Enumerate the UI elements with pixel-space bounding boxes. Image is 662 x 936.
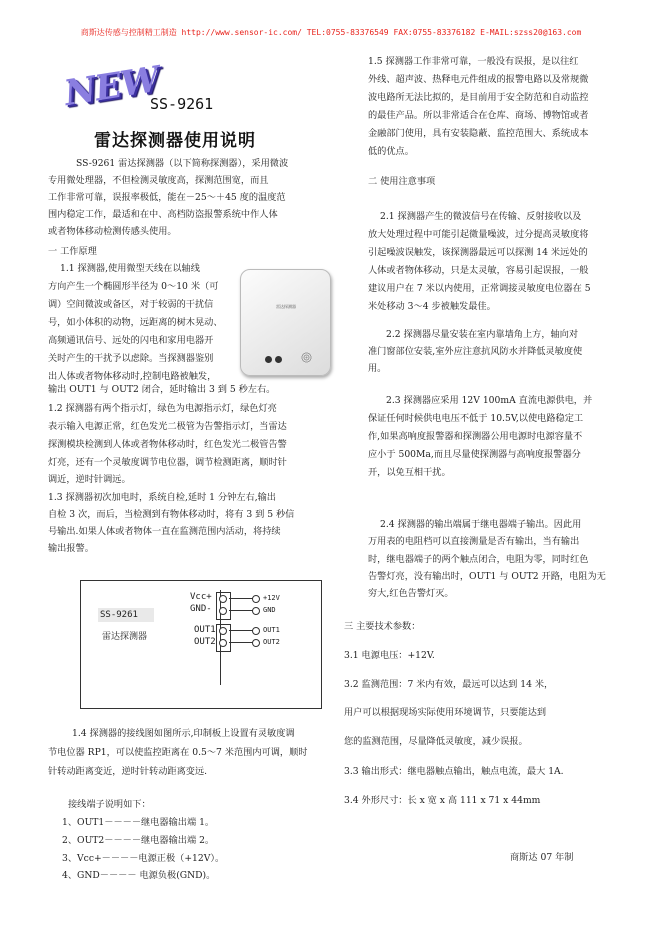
spec-output: 3.3 输出形式：继电器触点输出，触点电流，最大 1A. [344, 766, 564, 777]
p23-line: 应小于 500Ma,而且尽量使探测器与高响度报警器分 [368, 449, 581, 460]
spec-power: 3.1 电源电压：+12V. [344, 650, 435, 661]
p14-line: 针转动距离变近，逆时针转动距离变远. [48, 766, 208, 777]
device-label: 雷达探测器 [276, 304, 296, 309]
header-contact-line: 商斯达传感与控制精工制造 http://www.sensor-ic.com/ TEL:0755-83376549 FAX:0755-83376182 E-MAIL:szss20@163.com [80, 28, 582, 37]
ext-out2-label: OUT2 [263, 638, 280, 646]
terminal-item: 1、OUT1－－－－继电器输出端 1。 [62, 817, 215, 828]
p24-line: 穷大,红色告警灯灭。 [368, 588, 454, 599]
pin-out1-label: OUT1 [194, 625, 216, 635]
p15-line: 的最佳产品。所以非常适合在仓库、商场、博物馆或者 [368, 110, 589, 121]
p21-line: 人体或者物体移动，只是太灵敏，容易引起误报，一般 [368, 265, 589, 276]
external-terminal-icon [252, 595, 260, 603]
p22-line: 准门窗部位安装,室外应注意抗风防水并降低灵敏度使 [368, 346, 583, 357]
page-title: 雷达探测器使用说明 [94, 131, 256, 151]
section-3-heading: 三 主要技术参数： [344, 621, 421, 632]
p15-line: 波电路所无法比拟的，是目前用于安全防范和自动监控 [368, 92, 589, 103]
p11-line: 调）空间微波或备区，对于较弱的干扰信 [48, 299, 214, 310]
p11-line: 输出 OUT1 与 OUT2 闭合，延时输出 3 到 5 秒左右。 [48, 384, 276, 395]
spec-range-cont: 用户可以根据现场实际使用环境调节，只要能达到 [344, 707, 547, 718]
p14-line: 1.4 探测器的接线图如图所示,印制板上设置有灵敏度调 [72, 728, 295, 739]
p15-line: 金融部门使用，具有安装隐蔽、监控范围大、系统成本 [368, 128, 589, 139]
p23-line: 2.3 探测器应采用 12V 100mA 直流电源供电，并 [386, 395, 593, 406]
p24-line: 万用表的电阻档可以直接测量是否有输出，当有输出 [368, 536, 580, 547]
terminal-item: 4、GND－－－－ 电源负极(GND)。 [62, 870, 216, 881]
p22-line: 2.2 探测器尽量安装在室内靠墙角上方，轴向对 [386, 329, 579, 340]
diagram-model: SS-9261 [100, 610, 138, 620]
p15-line: 低的优点。 [368, 146, 414, 157]
p24-line: 时，继电器端子的两个触点闭合，电阻为零，同时红色 [368, 554, 589, 565]
intro-line: 或者物体移动检测传感头使用。 [48, 226, 177, 237]
power-led-icon [265, 356, 272, 363]
p13-line: 号输出.如果人体或者物体一直在监测范围内活动，将持续 [48, 526, 281, 537]
p11-line: 方向产生一个椭圆形半径为 0～10 米（可 [48, 281, 219, 292]
spec-range-cont: 您的监测范围，尽量降低灵敏度，减少误报。 [344, 736, 528, 747]
p13-line: 输出报警。 [48, 543, 94, 554]
external-terminal-icon [252, 607, 260, 615]
ext-vcc-label: +12V [263, 594, 280, 602]
p14-line: 节电位器 RP1，可以使监控距离在 0.5～7 米范围内可调，顺时 [48, 747, 308, 758]
p12-line: 灯亮，还有一个灵敏度调节电位器，调节检测距离，顺时针 [48, 457, 287, 468]
p11-line: 高频通讯信号、远处的闪电和家用电器开 [48, 335, 214, 346]
p21-line: 放大处理过程中可能引起微量噪波，过分提高灵敏度将 [368, 229, 589, 240]
terminal-screw-icon [219, 607, 227, 615]
intro-line: 围内稳定工作，最适和在中、高档防盗报警系统中作人体 [48, 209, 278, 220]
ext-out1-label: OUT1 [263, 626, 280, 634]
external-terminal-icon [252, 627, 260, 635]
intro-line: 专用微处理器，不但检测灵敏度高，探测范围宽，而且 [48, 175, 269, 186]
section-1-heading: 一 工作原理 [48, 246, 97, 257]
spec-range: 3.2 监测范围：7 米内有效，最远可以达到 14 米， [344, 679, 554, 690]
spec-size: 3.4 外形尺寸：长 x 宽 x 高 111 x 71 x 44mm [344, 795, 541, 806]
p11-line: 1.1 探测器,使用微型天线在以轴线 [60, 263, 200, 274]
p23-line: 开，以免互相干扰。 [368, 467, 451, 478]
terminal-heading: 接线端子说明如下： [68, 799, 151, 810]
terminal-screw-icon [219, 595, 227, 603]
speaker-grill-icon [301, 352, 312, 363]
section-2-heading: 二 使用注意事项 [368, 176, 436, 187]
p21-line: 米处移动 3～4 步被触发最佳。 [368, 301, 496, 312]
p12-line: 探测模块检测到人体或者物体移动时，红色发光二极管告警 [48, 439, 287, 450]
terminal-screw-icon [219, 639, 227, 647]
terminal-screw-icon [219, 627, 227, 635]
alarm-led-icon [275, 356, 282, 363]
p11-line: 关时产生的干扰予以虑除。当探测器鉴别 [48, 353, 214, 364]
p12-line: 表示输入电源正常，红色发光二极管为告警指示灯，当雷达 [48, 421, 287, 432]
p11-line: 出人体或者物体移动时,控制电路被触发， [48, 371, 217, 382]
terminal-item: 3、Vcc+－－－－电源正极（+12V）。 [62, 853, 225, 864]
ext-gnd-label: GND [263, 606, 276, 614]
p21-line: 建议用户在 7 米以内使用，正常调接灵敏度电位器在 5 [368, 283, 591, 294]
p22-line: 用。 [368, 363, 387, 374]
pin-gnd-label: GND- [190, 604, 212, 614]
p12-line: 调近，逆时针调远。 [48, 474, 131, 485]
intro-line: SS-9261 雷达探测器（以下简称探测器），采用微波 [76, 158, 289, 169]
model-number: SS-9261 [150, 95, 214, 113]
p24-line: 告警灯亮，没有输出时，OUT1 与 OUT2 开路，电阻为无 [368, 571, 606, 582]
p15-line: 1.5 探测器工作非常可靠，一般没有误报，是以往红 [368, 56, 579, 67]
p23-line: 作,如果高响度报警器和探测器公用电源时电源容量不 [368, 431, 583, 442]
p21-line: 引起噪波误触发，该探测器最远可以探测 14 米远处的 [368, 247, 588, 258]
intro-line: 工作非常可靠，误报率极低，能在－25～＋45 度的温度范 [48, 192, 286, 203]
p24-line: 2.4 探测器的输出端属于继电器端子输出。因此用 [380, 519, 582, 530]
p11-line: 号，如小体积的动物，远距离的树木晃动、 [48, 317, 223, 328]
terminal-item: 2、OUT2－－－－继电器输出端 2。 [62, 835, 215, 846]
diagram-name: 雷达探测器 [102, 632, 148, 642]
p23-line: 保证任何时候供电电压不低于 10.5V,以使电路稳定工 [368, 413, 584, 424]
p13-line: 自检 3 次，而后，当检测到有物体移动时，将有 3 到 5 秒信 [48, 509, 295, 520]
new-badge: NEW [61, 58, 162, 115]
pin-out2-label: OUT2 [194, 637, 216, 647]
footer-note: 商斯达 07 年制 [510, 852, 574, 863]
p13-line: 1.3 探测器初次加电时，系统自检,延时 1 分钟左右,输出 [48, 492, 276, 503]
p15-line: 外线、超声波、热释电元件组成的报警电路以及常规微 [368, 74, 589, 85]
p21-line: 2.1 探测器产生的微波信号在传输、反射接收以及 [380, 211, 582, 222]
external-terminal-icon [252, 639, 260, 647]
p12-line: 1.2 探测器有两个指示灯，绿色为电源指示灯，绿色灯亮 [48, 403, 277, 414]
pin-vcc-label: Vcc+ [190, 592, 212, 602]
detector-device-image [240, 269, 331, 376]
